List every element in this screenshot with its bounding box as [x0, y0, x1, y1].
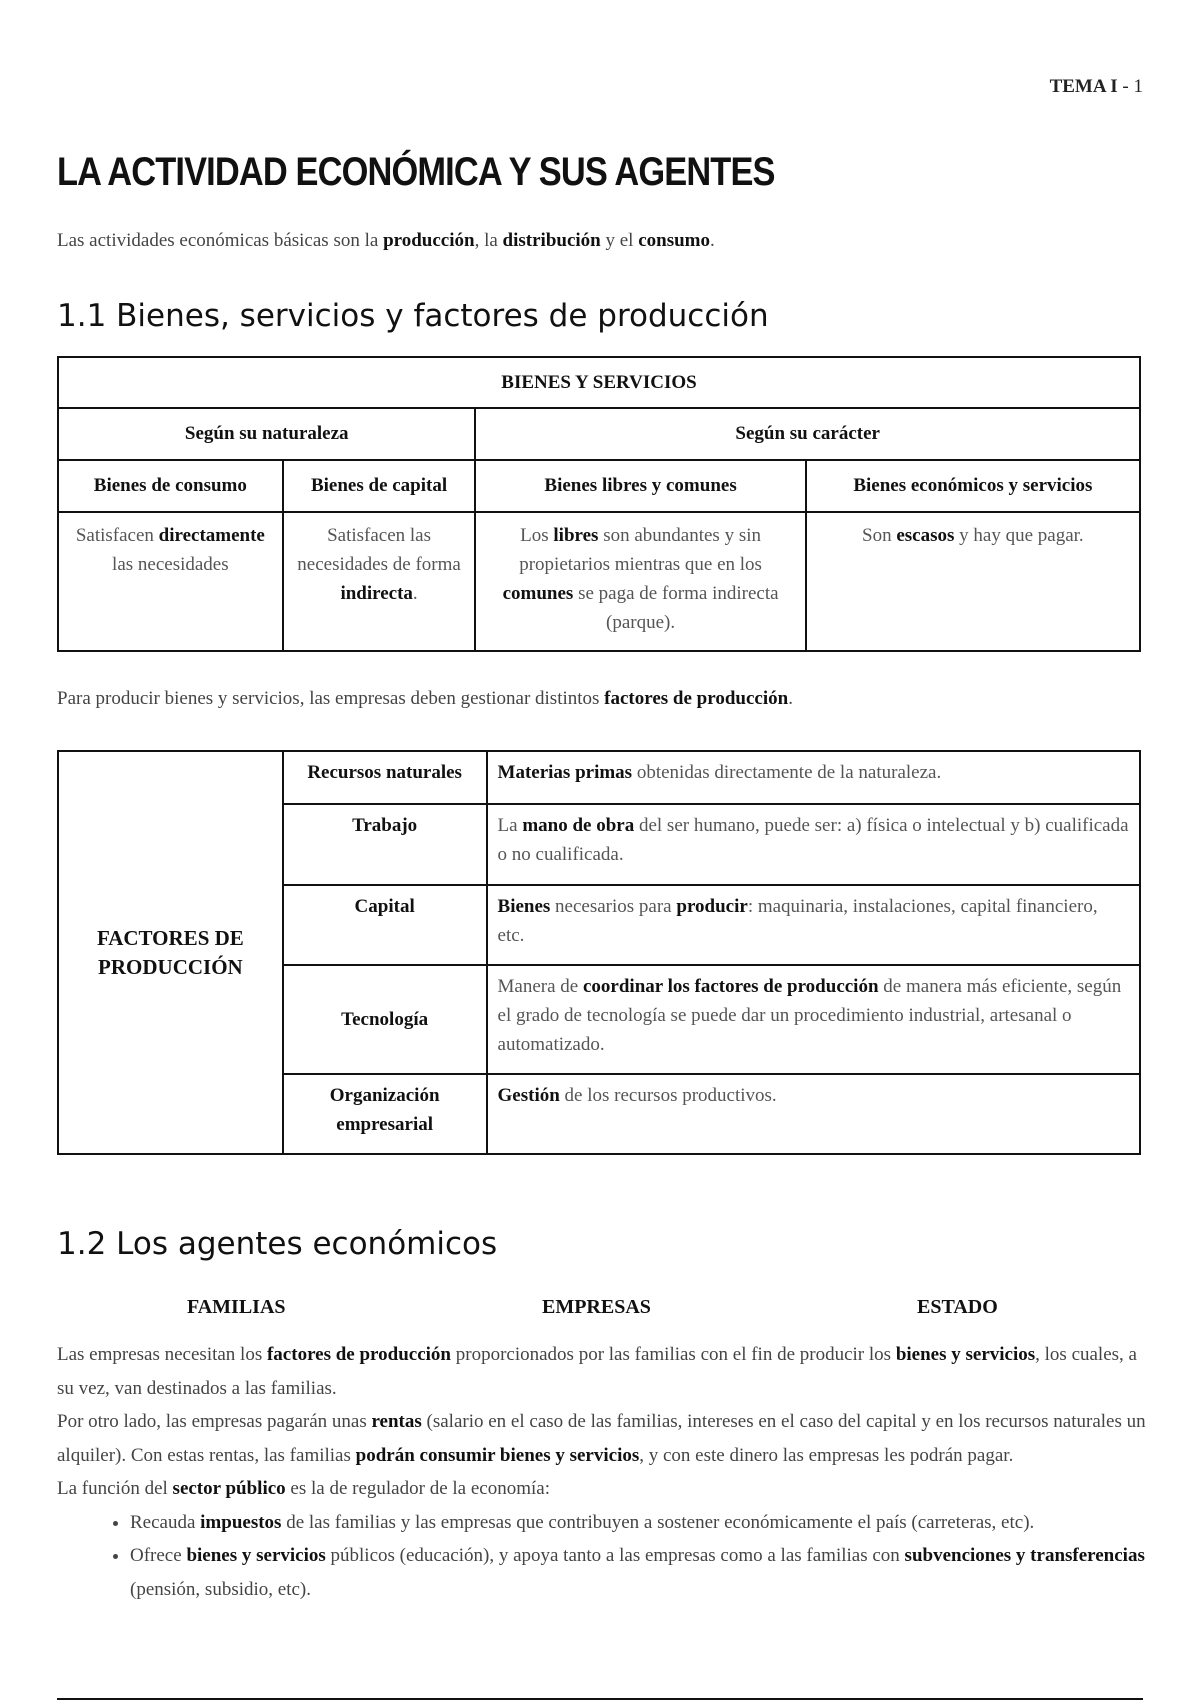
- section-heading-1-1: 1.1 Bienes, servicios y factores de producción: [57, 298, 769, 334]
- cell-libres: Los libres son abundantes y sin propietarios mientras que en los comunes se paga de forma indirecta (parque).: [475, 512, 805, 651]
- paragraph-rents: Por otro lado, las empresas pagarán unas rentas (salario en el caso de las familias, intereses en el caso del capital y en los recursos naturales un alquiler). Con estas rentas, las familias podrán consumir bienes y servicios, y con este dinero las empresas les podrán pagar.: [57, 1411, 1146, 1466]
- section-heading-1-2: 1.2 Los agentes económicos: [57, 1226, 498, 1262]
- table-title: BIENES Y SERVICIOS: [58, 357, 1140, 408]
- list-item: • Ofrece bienes y servicios públicos (educación), y apoya tanto a las empresas como a las familias con subvenciones y transferencias (pensión, subsidio, etc).: [130, 1539, 1147, 1606]
- cell-economicos: Son escasos y hay que pagar.: [806, 512, 1140, 651]
- group-header-nature: Según su naturaleza: [58, 408, 475, 460]
- agent-estado: ESTADO: [917, 1296, 998, 1318]
- column-header-libres: Bienes libres y comunes: [475, 460, 805, 512]
- cell-capital: Satisfacen las necesidades de forma indirecta.: [283, 512, 476, 651]
- factor-name: Organización empresarial: [283, 1074, 487, 1154]
- factor-name: Recursos naturales: [283, 751, 487, 804]
- column-header-consumo: Bienes de consumo: [58, 460, 283, 512]
- intro-paragraph: Las actividades económicas básicas son la producción, la distribución y el consumo.: [57, 230, 715, 251]
- factors-intro-paragraph: Para producir bienes y servicios, las empresas deben gestionar distintos factores de producción.: [57, 688, 793, 709]
- column-header-capital: Bienes de capital: [283, 460, 476, 512]
- agent-familias: FAMILIAS: [187, 1296, 286, 1318]
- page-number: - 1: [1117, 76, 1143, 97]
- factor-name: Capital: [283, 885, 487, 965]
- factor-description: Materias primas obtenidas directamente de la naturaleza.: [487, 751, 1140, 804]
- agents-body-text: [57, 1338, 1147, 1606]
- factor-name: Tecnología: [283, 965, 487, 1074]
- page-title: LA ACTIVIDAD ECONÓMICA Y SUS AGENTES: [57, 150, 775, 194]
- tema-label: TEMA I: [1049, 76, 1118, 97]
- production-factors-table: [57, 750, 1141, 1155]
- factor-name: Trabajo: [283, 804, 487, 885]
- list-item: • Recauda impuestos de las familias y las empresas que contribuyen a sostener económicamente el país (carreteras, etc).: [130, 1506, 1147, 1540]
- paragraph-factors-flow: Las empresas necesitan los factores de producción proporcionados por las familias con el fin de producir los bienes y servicios, los cuales, a su vez, van destinados a las familias.: [57, 1344, 1137, 1399]
- factor-description: Gestión de los recursos productivos.: [487, 1074, 1140, 1154]
- factor-description: Manera de coordinar los factores de producción de manera más eficiente, según el grado de tecnología se puede dar un procedimiento industrial, artesanal o automatizado.: [487, 965, 1140, 1074]
- public-sector-list: [57, 1506, 1147, 1607]
- group-header-character: Según su carácter: [475, 408, 1140, 460]
- factors-label: FACTORES DE PRODUCCIÓN: [58, 751, 283, 1154]
- agent-empresas: EMPRESAS: [542, 1296, 651, 1318]
- column-header-economicos: Bienes económicos y servicios: [806, 460, 1140, 512]
- factor-description: La mano de obra del ser humano, puede ser: a) física o intelectual y b) cualificada o no cualificada.: [487, 804, 1140, 885]
- paragraph-public-sector: La función del sector público es la de regulador de la economía:: [57, 1478, 550, 1499]
- factor-description: Bienes necesarios para producir: maquinaria, instalaciones, capital financiero, etc.: [487, 885, 1140, 965]
- page-header: [1050, 76, 1143, 98]
- goods-services-table: [57, 356, 1141, 652]
- cell-consumo: Satisfacen directamente las necesidades: [58, 512, 283, 651]
